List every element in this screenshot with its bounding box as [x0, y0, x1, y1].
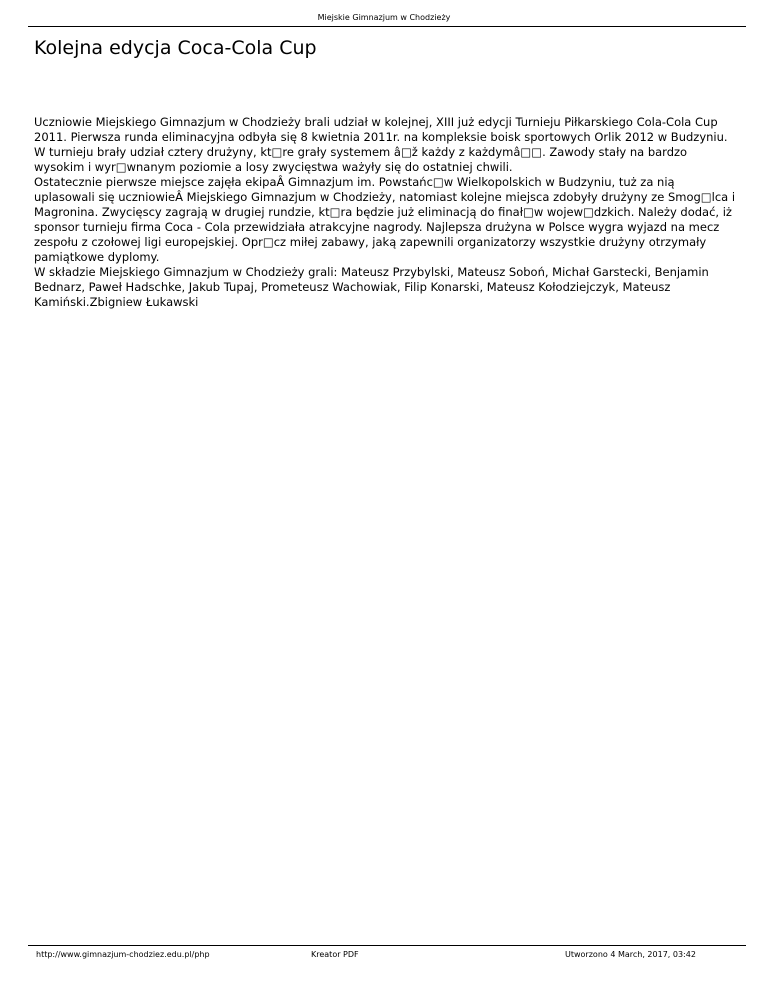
footer-url: http://www.gimnazjum-chodziez.edu.pl/php	[36, 950, 210, 959]
article-paragraph-squad: W składzie Miejskiego Gimnazjum w Chodzieży grali: Mateusz Przybylski, Mateusz Soboń, Michał Garstecki, Benjamin Bednarz, Paweł Hadschke, Jakub Tupaj, Prometeusz Wachowiak, Filip Konarski, Mateusz Kołodziejczyk, Mateusz Kamiński.Zbigniew Łukawski	[34, 265, 709, 309]
article-title: Kolejna edycja Coca-Cola Cup	[34, 37, 317, 59]
header-divider	[28, 26, 746, 27]
article-paragraph-results: Ostatecznie pierwsze miejsce zajęła ekipaÂ Gimnazjum im. Powstańc□w Wielkopolskich w Budzyniu, tuż za nią uplasowali się uczniowieÂ Miejskiego Gimnazjum w Chodzieży, natomiast kolejne miejsca zdobyły drużyny ze Smog□lca i Magronina. Zwycięscy zagrają w drugiej rundzie, kt□ra będzie już eliminacją do finał□w wojew□dzkich. Należy dodać, iż sponsor turnieju firma Coca - Cola przewidziała atrakcyjne nagrody. Najlepsza drużyna w Polsce wygra wyjazd na mecz zespołu z czołowej ligi europejskiej. Opr□cz miłej zabawy, jaką zapewnili organizatorzy wszystkie drużyny otrzymały pamiątkowe dyplomy.	[34, 175, 736, 264]
footer-creator: Kreator PDF	[311, 950, 359, 959]
article-paragraph-intro: Uczniowie Miejskiego Gimnazjum w Chodzieży brali udział w kolejnej, XIII już edycji Turnieju Piłkarskiego Cola-Cola Cup 2011. Pierwsza runda eliminacyjna odbyła się 8 kwietnia 2011r. na kompleksie boisk sportowych Orlik 2012 w Budzyniu. W turnieju brały udział cztery drużyny, kt□re grały systemem â□ž każdy z każdymâ□□. Zawody stały na bardzo wysokim i wyr□wnanym poziomie a losy zwycięstwa ważyły się do ostatniej chwili.	[34, 115, 728, 174]
running-header: Miejskie Gimnazjum w Chodzieży	[317, 13, 451, 22]
footer-divider	[28, 945, 746, 946]
article-body	[34, 115, 738, 310]
footer-created-date: Utworzono 4 March, 2017, 03:42	[565, 950, 696, 959]
